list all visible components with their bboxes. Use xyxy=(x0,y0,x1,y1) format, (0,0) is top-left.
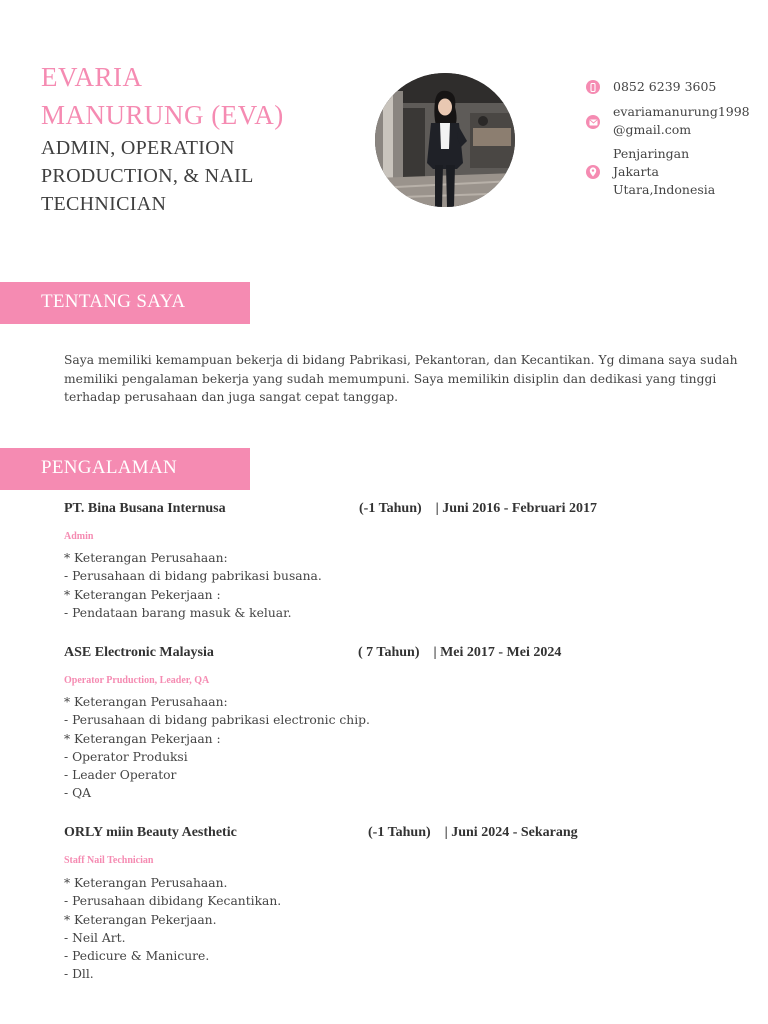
location-icon xyxy=(586,165,600,179)
job-line: - Pedicure & Manicure. xyxy=(64,949,210,964)
job-line: - Perusahaan di bidang pabrikasi busana. xyxy=(64,569,322,584)
job-description xyxy=(64,874,281,984)
job-line: - QA xyxy=(64,786,92,801)
job-line: - Operator Produksi xyxy=(64,749,188,764)
job-line: - Leader Operator xyxy=(64,768,177,783)
phone-icon xyxy=(586,80,600,94)
profile-photo xyxy=(375,73,515,207)
email-line-1: evariamanurung1998 xyxy=(613,104,750,119)
about-text: Saya memiliki kemampuan bekerja di bidang Pabrikasi, Pekantoran, dan Kecantikan. Yg dimana saya sudah memiliki pengalaman bekerja yang sudah memumpuni. Saya memilikin disiplin dan dedikasi yang tinggi terhadap perusahaan dan juga sangat cepat tanggap. xyxy=(64,353,738,404)
job-line: * Keterangan Pekerjaan. xyxy=(64,912,217,927)
mail-icon xyxy=(586,115,600,129)
job-line: - Perusahaan di bidang pabrikasi electronic chip. xyxy=(64,713,370,728)
job-1 xyxy=(64,501,226,517)
job-role: Operator Pruduction, Leader, QA xyxy=(64,675,210,686)
experience-section-title: PENGALAMAN xyxy=(41,457,177,478)
email-address[interactable] xyxy=(613,103,750,139)
address-line-1: Penjaringan xyxy=(613,146,690,161)
job-3 xyxy=(64,825,237,841)
job-period: (-1 Tahun) | Juni 2016 - Februari 2017 xyxy=(359,501,598,516)
name-line-2: MANURUNG (EVA) xyxy=(41,100,284,130)
job-line: - Perusahaan dibidang Kecantikan. xyxy=(64,894,282,909)
job-line: - Pendataan barang masuk & keluar. xyxy=(64,605,292,620)
job-role: Staff Nail Technician xyxy=(64,855,154,866)
candidate-name xyxy=(41,58,341,134)
about-section-header xyxy=(0,282,250,324)
experience-section-header xyxy=(0,448,250,490)
role-line-3: TECHNICIAN xyxy=(41,193,167,215)
address-line-2: Jakarta xyxy=(613,164,659,179)
role-line-2: PRODUCTION, & NAIL xyxy=(41,165,254,187)
job-line: * Keterangan Perusahaan: xyxy=(64,695,228,709)
job-line: * Keterangan Pekerjaan : xyxy=(64,731,221,746)
job-line: - Neil Art. xyxy=(64,930,126,945)
job-role: Admin xyxy=(64,531,94,542)
about-section-title: TENTANG SAYA xyxy=(41,291,186,312)
phone-number: 0852 6239 3605 xyxy=(613,79,717,94)
role-line-1: ADMIN, OPERATION xyxy=(41,137,235,159)
email-line-2: @gmail.com xyxy=(613,122,692,137)
job-line: - Dll. xyxy=(64,967,94,982)
job-company: ASE Electronic Malaysia xyxy=(64,645,214,660)
job-2 xyxy=(64,645,214,661)
name-line-1: EVARIA xyxy=(41,62,143,92)
job-company: PT. Bina Busana Internusa xyxy=(64,501,226,516)
address-line-3: Utara,Indonesia xyxy=(613,182,716,197)
job-line: * Keterangan Perusahaan: xyxy=(64,551,228,565)
job-period: (-1 Tahun) | Juni 2024 - Sekarang xyxy=(368,825,578,840)
address xyxy=(613,145,715,199)
job-line: * Keterangan Pekerjaan : xyxy=(64,587,221,602)
job-period: ( 7 Tahun) | Mei 2017 - Mei 2024 xyxy=(358,645,562,660)
job-description xyxy=(64,693,370,803)
job-line: * Keterangan Perusahaan. xyxy=(64,876,228,890)
job-description xyxy=(64,549,322,622)
job-company: ORLY miin Beauty Aesthetic xyxy=(64,825,237,840)
candidate-role xyxy=(41,134,341,218)
